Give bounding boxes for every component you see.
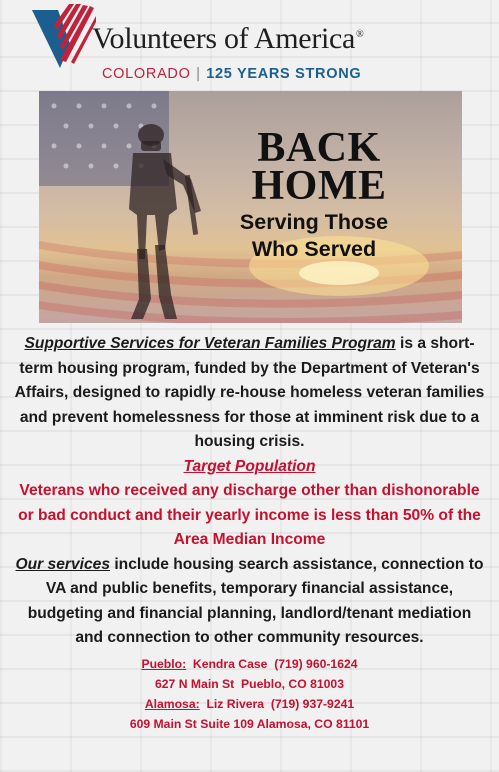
services-description: Our services include housing search assistance, connection to VA and public benefits, temporary financial assistance, budgeting and financial planning, landlord/tenant mediation and connection to other community resources. — [15, 555, 484, 646]
tagline — [102, 66, 361, 82]
contact-address: 627 N Main St Pueblo, CO 81003 — [155, 676, 344, 691]
brand-name: Volunteers of America® — [92, 22, 364, 55]
hero-banner — [39, 91, 462, 323]
tagline-divider: | — [195, 66, 202, 82]
hero-title: BACK HOME — [251, 125, 387, 209]
contact-city: Alamosa: — [144, 696, 200, 711]
state-label: COLORADO — [102, 66, 191, 82]
contact-name: Kendra Case — [192, 656, 268, 671]
contact-address: 609 Main St Suite 109 Alamosa, CO 81101 — [129, 716, 370, 731]
years-label: 125 YEARS STRONG — [206, 66, 362, 82]
program-description: Supportive Services for Veteran Families Program is a short-term housing program, funded by the Department of Veteran's Affairs, designed to rapidly re-house homeless veteran families and prevent homelessness for those at imminent risk due to a housing crisis. — [14, 335, 485, 450]
hero-subtitle: Serving Those Who Served — [239, 210, 389, 261]
target-population-heading: Target Population — [183, 457, 316, 475]
soldier-silhouette-icon — [111, 119, 231, 319]
content — [12, 332, 487, 734]
contact-phone: (719) 937-9241 — [270, 696, 355, 711]
contact-alamosa — [12, 694, 487, 714]
voa-logo-icon — [30, 4, 96, 68]
contact-pueblo — [12, 654, 487, 674]
contacts — [12, 654, 487, 734]
header — [30, 4, 470, 84]
flag-overlay-icon — [39, 91, 462, 323]
contact-name: Liz Rivera — [206, 696, 265, 711]
contact-phone: (719) 960-1624 — [274, 656, 358, 671]
contact-city: Pueblo: — [141, 656, 187, 671]
program-name: Supportive Services for Veteran Families Program — [24, 335, 396, 352]
target-population-body: Veterans who received any discharge other than dishonorable or bad conduct and their yearly income is less than 50% of the Area Median Income — [18, 482, 481, 548]
registered-mark: ® — [356, 29, 364, 40]
services-lead: Our services — [15, 555, 110, 573]
